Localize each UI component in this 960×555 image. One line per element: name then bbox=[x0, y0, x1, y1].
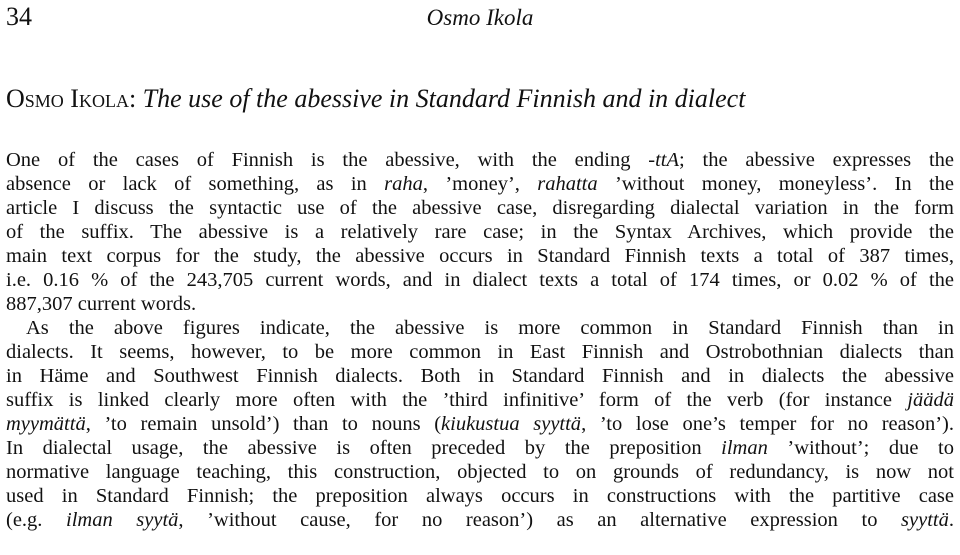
italic-term: jäädä bbox=[907, 389, 954, 411]
abstract-line: main text corpus for the study, the abessive occurs in Standard Finnish texts a total of 387 times, bbox=[6, 245, 954, 267]
page-number: 34 bbox=[6, 2, 32, 31]
abstract-line: absence or lack of something, as in raha, ’money’, rahatta ’without money, moneyless’. In the bbox=[6, 173, 955, 195]
running-author: Osmo Ikola bbox=[426, 5, 534, 30]
abstract-line: i.e. 0.16 % of the 243,705 current words, and in dialect texts a total of 174 times, or 0.02 % of the bbox=[6, 269, 954, 291]
abstract-line: In dialectal usage, the abessive is often preceded by the preposition ilman ’without’; due to bbox=[6, 437, 954, 459]
italic-term: kiukustua syyttä bbox=[441, 413, 582, 435]
italic-term: rahatta bbox=[537, 173, 598, 195]
abstract-line: of the suffix. The abessive is a relatively rare case; in the Syntax Archives, which provide the bbox=[6, 221, 954, 243]
abstract-line: dialects. It seems, however, to be more common in East Finnish and Ostrobothnian dialects than bbox=[6, 341, 954, 363]
article-title: The use of the abessive in Standard Finnish and in dialect bbox=[142, 84, 746, 113]
abstract-line: (e.g. ilman syytä, ’without cause, for no reason’) as an alternative expression to syyttä. bbox=[6, 509, 954, 531]
abstract-line: normative language teaching, this construction, objected to on grounds of redundancy, is now not bbox=[6, 461, 954, 483]
running-head bbox=[0, 0, 960, 40]
italic-term: myymättä bbox=[6, 413, 86, 435]
italic-term: ilman syytä bbox=[66, 509, 179, 531]
abstract-line: As the above figures indicate, the abessive is more common in Standard Finnish than in bbox=[26, 317, 954, 339]
abstract-line: 887,307 current words. bbox=[6, 293, 197, 315]
abstract-line: in Häme and Southwest Finnish dialects. Both in Standard Finnish and in dialects the abessive bbox=[6, 365, 954, 387]
italic-term: ilman bbox=[721, 437, 768, 459]
abstract-line: One of the cases of Finnish is the abessive, with the ending -ttA; the abessive expresses the bbox=[6, 149, 954, 171]
article-author: Osmo Ikola: bbox=[6, 84, 137, 113]
italic-term: syyttä bbox=[901, 509, 949, 531]
article-heading bbox=[6, 84, 745, 114]
italic-term: -ttA bbox=[648, 149, 680, 171]
abstract-line: used in Standard Finnish; the preposition always occurs in constructions with the partitive case bbox=[6, 485, 954, 507]
abstract-line: article I discuss the syntactic use of the abessive case, disregarding dialectal variation in the form bbox=[6, 197, 954, 219]
abstract-line: myymättä, ’to remain unsold’) than to nouns (kiukustua syyttä, ’to lose one’s temper for no reason’). bbox=[6, 413, 954, 435]
abstract-line: suffix is linked clearly more often with the ’third infinitive’ form of the verb (for instance jäädä bbox=[6, 389, 954, 411]
abstract-text bbox=[6, 148, 954, 532]
italic-term: raha bbox=[384, 173, 423, 195]
